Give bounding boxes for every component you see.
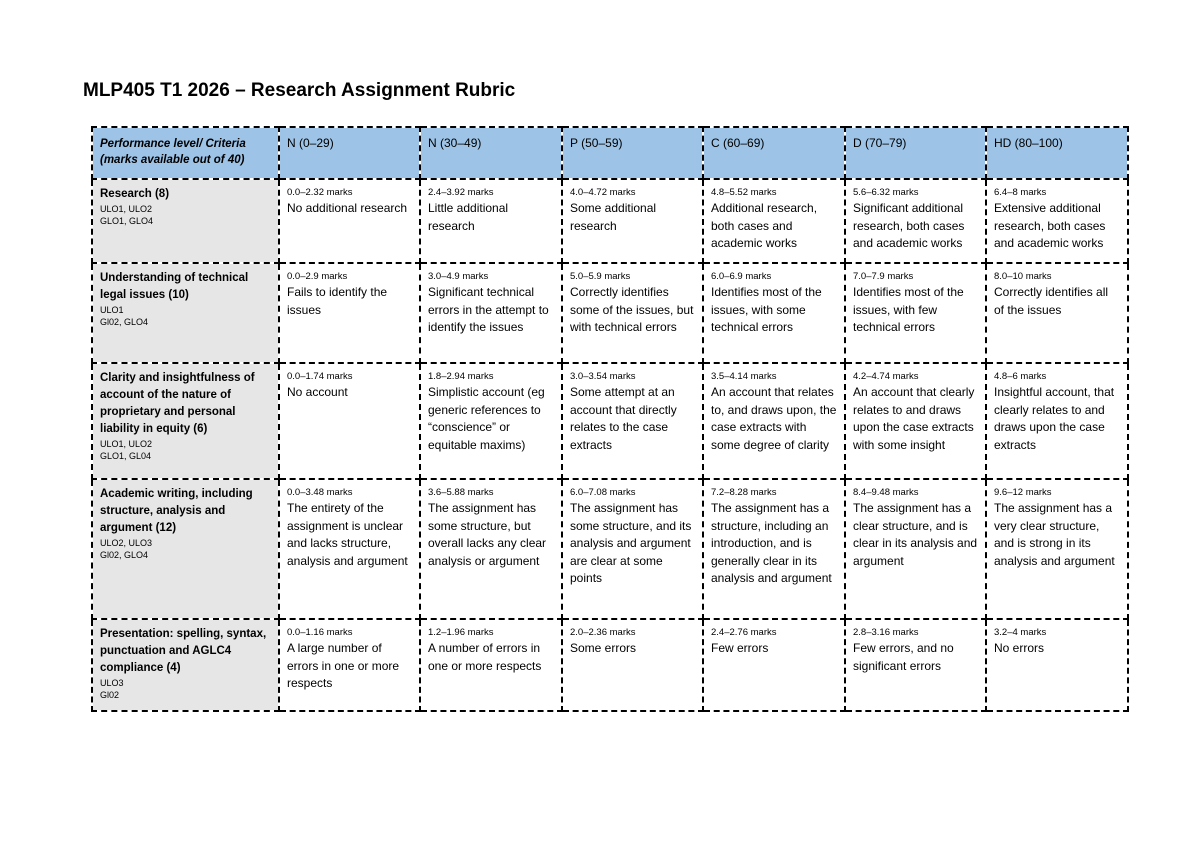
rubric-cell: [562, 263, 703, 363]
rubric-cell: [986, 363, 1128, 479]
rubric-cell: [420, 179, 562, 263]
cell-description: No errors: [994, 641, 1045, 655]
rubric-cell: [703, 619, 845, 711]
cell-description: A number of errors in one or more respects: [428, 641, 542, 673]
criterion-cell: [92, 363, 279, 479]
cell-description: Simplistic account (eg generic references to “conscience” or equitable maxims): [428, 385, 545, 452]
marks-range: 3.2–4 marks: [994, 627, 1047, 638]
outcome-codes: ULO2, ULO3: [100, 538, 153, 548]
cell-description: Fails to identify the issues: [287, 285, 388, 317]
criterion-name: Academic writing, including structure, analysis and argument (12): [100, 488, 253, 534]
outcome-codes: Gl02, GLO4: [100, 317, 149, 327]
marks-range: 8.4–9.48 marks: [853, 487, 919, 498]
cell-description: The entirety of the assignment is unclear and lacks structure, analysis and argument: [287, 501, 408, 568]
cell-description: A large number of errors in one or more respects: [287, 641, 400, 690]
cell-description: Identifies most of the issues, with few technical errors: [853, 285, 964, 334]
cell-description: The assignment has a clear structure, and is clear in its analysis and argument: [853, 501, 978, 568]
criterion-name: Presentation: spelling, syntax, punctuation and AGLC4 compliance (4): [100, 628, 267, 674]
table-row: [92, 263, 1128, 363]
marks-range: 3.0–3.54 marks: [570, 371, 636, 382]
rubric-cell: [279, 479, 420, 619]
rubric-cell: [986, 479, 1128, 619]
criterion-cell: [92, 179, 279, 263]
outcome-codes: Gl02, GLO4: [100, 550, 149, 560]
criterion-cell: [92, 263, 279, 363]
marks-range: 3.0–4.9 marks: [428, 271, 489, 282]
marks-range: 6.0–7.08 marks: [570, 487, 636, 498]
cell-description: The assignment has some structure, but overall lacks any clear analysis or argument: [428, 501, 547, 568]
cell-description: An account that clearly relates to and draws upon the case extracts with some insight: [853, 385, 975, 452]
cell-description: Some additional research: [570, 201, 657, 233]
cell-description: Additional research, both cases and academic works: [711, 201, 818, 250]
table-row: [92, 479, 1128, 619]
cell-description: Identifies most of the issues, with some technical errors: [711, 285, 822, 334]
cell-description: Correctly identifies all of the issues: [994, 285, 1109, 317]
cell-description: Significant additional research, both cases and academic works: [853, 201, 965, 250]
page-title: MLP405 T1 2026 – Research Assignment Rubric: [83, 80, 516, 101]
criterion-cell: [92, 479, 279, 619]
marks-range: 2.4–2.76 marks: [711, 627, 777, 638]
rubric-cell: [986, 619, 1128, 711]
rubric-cell: [562, 619, 703, 711]
marks-range: 0.0–2.9 marks: [287, 271, 348, 282]
rubric-cell: [279, 619, 420, 711]
level-header: P (50–59): [562, 127, 703, 179]
rubric-cell: [420, 263, 562, 363]
rubric-cell: [986, 263, 1128, 363]
rubric-cell: [845, 363, 986, 479]
rubric-cell: [986, 179, 1128, 263]
criterion-name: Understanding of technical legal issues (10): [100, 272, 249, 301]
marks-range: 0.0–3.48 marks: [287, 487, 353, 498]
cell-description: Some errors: [570, 641, 637, 655]
marks-range: 0.0–1.74 marks: [287, 371, 353, 382]
rubric-table: [91, 126, 1129, 712]
cell-description: Little additional research: [428, 201, 509, 233]
level-header: C (60–69): [703, 127, 845, 179]
marks-range: 9.6–12 marks: [994, 487, 1052, 498]
header-row: [92, 127, 1128, 179]
table-row: [92, 619, 1128, 711]
marks-range: 5.6–6.32 marks: [853, 187, 919, 198]
criterion-name: Research (8): [100, 188, 170, 200]
marks-range: 8.0–10 marks: [994, 271, 1052, 282]
marks-range: 6.4–8 marks: [994, 187, 1047, 198]
rubric-cell: [703, 263, 845, 363]
rubric-cell: [703, 363, 845, 479]
marks-range: 2.8–3.16 marks: [853, 627, 919, 638]
rubric-cell: [279, 263, 420, 363]
rubric-cell: [845, 179, 986, 263]
rubric-cell: [703, 179, 845, 263]
level-header: N (0–29): [279, 127, 420, 179]
outcome-codes: ULO1: [100, 305, 124, 315]
rubric-cell: [562, 179, 703, 263]
level-header: HD (80–100): [986, 127, 1128, 179]
rubric-cell: [420, 619, 562, 711]
rubric-cell: [845, 263, 986, 363]
outcome-codes: GLO1, GLO4: [100, 216, 154, 226]
cell-description: No additional research: [287, 201, 408, 215]
rubric-cell: [420, 363, 562, 479]
marks-range: 1.8–2.94 marks: [428, 371, 494, 382]
marks-range: 6.0–6.9 marks: [711, 271, 772, 282]
marks-range: 3.6–5.88 marks: [428, 487, 494, 498]
cell-description: Significant technical errors in the attempt to identify the issues: [428, 285, 549, 334]
criterion-name: Clarity and insightfulness of account of the nature of proprietary and personal liability in equity (6): [100, 372, 255, 435]
marks-range: 4.8–6 marks: [994, 371, 1047, 382]
marks-range: 4.0–4.72 marks: [570, 187, 636, 198]
cell-description: Insightful account, that clearly relates to and draws upon the case extracts: [994, 385, 1115, 452]
marks-range: 3.5–4.14 marks: [711, 371, 777, 382]
rubric-cell: [420, 479, 562, 619]
marks-range: 5.0–5.9 marks: [570, 271, 631, 282]
cell-description: Few errors, and no significant errors: [853, 641, 954, 673]
marks-range: 4.8–5.52 marks: [711, 187, 777, 198]
table-row: [92, 179, 1128, 263]
cell-description: The assignment has a very clear structure, and is strong in its analysis and argument: [994, 501, 1115, 568]
rubric-cell: [845, 479, 986, 619]
outcome-codes: GLO1, GL04: [100, 451, 152, 461]
criterion-cell: [92, 619, 279, 711]
marks-range: 7.0–7.9 marks: [853, 271, 914, 282]
cell-description: The assignment has some structure, and its analysis and argument are clear at some points: [570, 501, 692, 585]
rubric-cell: [279, 179, 420, 263]
level-header: D (70–79): [845, 127, 986, 179]
marks-range: 1.2–1.96 marks: [428, 627, 494, 638]
marks-range: 2.4–3.92 marks: [428, 187, 494, 198]
rubric-cell: [562, 479, 703, 619]
cell-description: Correctly identifies some of the issues, but with technical errors: [570, 285, 694, 334]
rubric-cell: [703, 479, 845, 619]
cell-description: Extensive additional research, both cases and academic works: [994, 201, 1106, 250]
cell-description: Some attempt at an account that directly relates to the case extracts: [570, 385, 677, 452]
rubric-cell: [279, 363, 420, 479]
marks-range: 0.0–1.16 marks: [287, 627, 353, 638]
marks-range: 2.0–2.36 marks: [570, 627, 636, 638]
rubric-cell: [562, 363, 703, 479]
criteria-header: Performance level/ Criteria (marks available out of 40): [92, 127, 279, 179]
outcome-codes: ULO3: [100, 678, 124, 688]
rubric-cell: [845, 619, 986, 711]
outcome-codes: ULO1, ULO2: [100, 439, 153, 449]
cell-description: The assignment has a structure, including an introduction, and is generally clear in its analysis and argument: [711, 501, 832, 585]
table-row: [92, 363, 1128, 479]
outcome-codes: Gl02: [100, 690, 120, 700]
marks-range: 4.2–4.74 marks: [853, 371, 919, 382]
cell-description: No account: [287, 385, 348, 399]
cell-description: An account that relates to, and draws upon, the case extracts with some degree of clarity: [711, 385, 837, 452]
cell-description: Few errors: [711, 641, 769, 655]
outcome-codes: ULO1, ULO2: [100, 204, 153, 214]
marks-range: 0.0–2.32 marks: [287, 187, 353, 198]
level-header: N (30–49): [420, 127, 562, 179]
marks-range: 7.2–8.28 marks: [711, 487, 777, 498]
